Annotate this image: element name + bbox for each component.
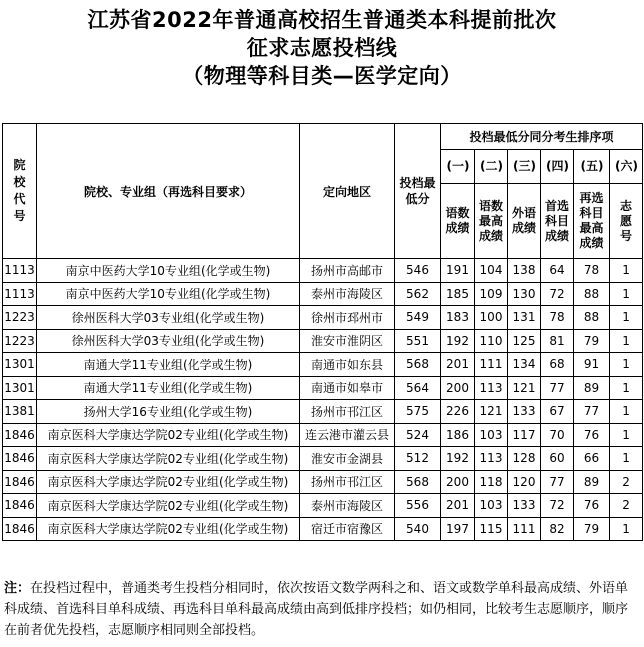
cell-c2: 113 <box>475 447 508 471</box>
header-col2-label: 语数最高成绩 <box>475 184 508 259</box>
cell-c5: 76 <box>574 423 610 447</box>
cell-school: 南京医科大学康达学院02专业组(化学或生物) <box>37 494 300 518</box>
cell-min-score: 546 <box>395 259 441 283</box>
cell-c4: 64 <box>541 259 574 283</box>
cell-school: 南通大学11专业组(化学或生物) <box>37 376 300 400</box>
cell-c6: 1 <box>610 517 643 541</box>
cell-c1: 200 <box>441 470 475 494</box>
header-col4-label: 首选科目成绩 <box>541 184 574 259</box>
header-col5-label: 再选科目最高成绩 <box>574 184 610 259</box>
cell-c3: 125 <box>508 329 541 353</box>
cell-c3: 133 <box>508 494 541 518</box>
header-col6-num: (六) <box>610 150 643 184</box>
cell-region: 扬州市邗江区 <box>300 400 395 424</box>
table-row <box>3 259 643 283</box>
cell-c3: 128 <box>508 447 541 471</box>
cell-c2: 115 <box>475 517 508 541</box>
table-row <box>3 447 643 471</box>
cell-school: 徐州医科大学03专业组(化学或生物) <box>37 329 300 353</box>
cell-code: 1846 <box>3 423 37 447</box>
cell-region: 徐州市邳州市 <box>300 306 395 330</box>
cell-c4: 72 <box>541 282 574 306</box>
cell-c2: 100 <box>475 306 508 330</box>
cell-c2: 111 <box>475 353 508 377</box>
cell-school: 南京中医药大学10专业组(化学或生物) <box>37 282 300 306</box>
cell-c1: 201 <box>441 353 475 377</box>
cell-c4: 81 <box>541 329 574 353</box>
cell-region: 淮安市淮阴区 <box>300 329 395 353</box>
header-col6-label: 志愿号 <box>610 184 643 259</box>
header-rank-group: 投档最低分同分考生排序项 <box>441 124 643 150</box>
cell-code: 1846 <box>3 494 37 518</box>
cell-c5: 77 <box>574 400 610 424</box>
cell-school: 南京医科大学康达学院02专业组(化学或生物) <box>37 423 300 447</box>
cell-region: 南通市如皋市 <box>300 376 395 400</box>
cell-min-score: 540 <box>395 517 441 541</box>
cell-school: 南京医科大学康达学院02专业组(化学或生物) <box>37 517 300 541</box>
table-row <box>3 400 643 424</box>
cell-min-score: 568 <box>395 470 441 494</box>
cell-c2: 104 <box>475 259 508 283</box>
header-school: 院校、专业组（再选科目要求） <box>37 124 300 259</box>
cell-school: 南京中医药大学10专业组(化学或生物) <box>37 259 300 283</box>
score-table <box>2 123 643 541</box>
cell-c5: 79 <box>574 329 610 353</box>
cell-c5: 79 <box>574 517 610 541</box>
cell-min-score: 512 <box>395 447 441 471</box>
header-col1-num: (一) <box>441 150 475 184</box>
cell-c3: 133 <box>508 400 541 424</box>
table-row <box>3 282 643 306</box>
cell-c6: 1 <box>610 259 643 283</box>
cell-region: 淮安市金湖县 <box>300 447 395 471</box>
cell-school: 扬州大学16专业组(化学或生物) <box>37 400 300 424</box>
cell-c5: 76 <box>574 494 610 518</box>
cell-c3: 130 <box>508 282 541 306</box>
cell-c6: 1 <box>610 447 643 471</box>
cell-c3: 121 <box>508 376 541 400</box>
cell-c1: 226 <box>441 400 475 424</box>
cell-c5: 91 <box>574 353 610 377</box>
cell-min-score: 575 <box>395 400 441 424</box>
cell-min-score: 562 <box>395 282 441 306</box>
cell-c4: 78 <box>541 306 574 330</box>
cell-c2: 121 <box>475 400 508 424</box>
cell-c6: 1 <box>610 376 643 400</box>
cell-region: 扬州市邗江区 <box>300 470 395 494</box>
cell-c5: 78 <box>574 259 610 283</box>
cell-c6: 2 <box>610 494 643 518</box>
cell-school: 南京医科大学康达学院02专业组(化学或生物) <box>37 470 300 494</box>
cell-c4: 68 <box>541 353 574 377</box>
table-row <box>3 329 643 353</box>
cell-code: 1223 <box>3 329 37 353</box>
cell-c4: 60 <box>541 447 574 471</box>
cell-min-score: 551 <box>395 329 441 353</box>
cell-c2: 103 <box>475 423 508 447</box>
cell-region: 泰州市海陵区 <box>300 282 395 306</box>
cell-c4: 72 <box>541 494 574 518</box>
cell-c6: 2 <box>610 470 643 494</box>
cell-c2: 118 <box>475 470 508 494</box>
table-row <box>3 517 643 541</box>
cell-region: 南通市如东县 <box>300 353 395 377</box>
footnote <box>4 578 640 641</box>
document-title <box>0 0 644 90</box>
cell-region: 宿迁市宿豫区 <box>300 517 395 541</box>
table-row <box>3 376 643 400</box>
cell-c1: 201 <box>441 494 475 518</box>
cell-code: 1846 <box>3 447 37 471</box>
cell-min-score: 524 <box>395 423 441 447</box>
cell-c1: 200 <box>441 376 475 400</box>
cell-c3: 120 <box>508 470 541 494</box>
cell-c5: 88 <box>574 282 610 306</box>
cell-region: 扬州市高邮市 <box>300 259 395 283</box>
cell-c4: 82 <box>541 517 574 541</box>
cell-c5: 66 <box>574 447 610 471</box>
table-row <box>3 470 643 494</box>
cell-c2: 113 <box>475 376 508 400</box>
cell-c1: 192 <box>441 329 475 353</box>
cell-code: 1301 <box>3 353 37 377</box>
cell-code: 1113 <box>3 259 37 283</box>
header-col5-num: (五) <box>574 150 610 184</box>
cell-c1: 186 <box>441 423 475 447</box>
cell-region: 连云港市灌云县 <box>300 423 395 447</box>
header-col3-num: (三) <box>508 150 541 184</box>
cell-c2: 103 <box>475 494 508 518</box>
header-code: 院校代号 <box>3 124 37 259</box>
cell-c5: 89 <box>574 376 610 400</box>
cell-region: 泰州市海陵区 <box>300 494 395 518</box>
cell-c1: 191 <box>441 259 475 283</box>
header-col1-label: 语数成绩 <box>441 184 475 259</box>
cell-c3: 131 <box>508 306 541 330</box>
cell-min-score: 568 <box>395 353 441 377</box>
cell-c2: 109 <box>475 282 508 306</box>
cell-code: 1381 <box>3 400 37 424</box>
cell-c3: 117 <box>508 423 541 447</box>
cell-min-score: 564 <box>395 376 441 400</box>
cell-c5: 88 <box>574 306 610 330</box>
cell-c1: 183 <box>441 306 475 330</box>
cell-c1: 185 <box>441 282 475 306</box>
title-line-1: 江苏省2022年普通高校招生普通类本科提前批次 <box>87 8 557 32</box>
cell-c5: 89 <box>574 470 610 494</box>
cell-c6: 1 <box>610 423 643 447</box>
table-row <box>3 353 643 377</box>
cell-c1: 192 <box>441 447 475 471</box>
cell-code: 1113 <box>3 282 37 306</box>
title-line-3: （物理等科目类—医学定向） <box>182 64 462 88</box>
table-row <box>3 494 643 518</box>
cell-c6: 1 <box>610 306 643 330</box>
cell-c4: 77 <box>541 376 574 400</box>
cell-c4: 67 <box>541 400 574 424</box>
header-region: 定向地区 <box>300 124 395 259</box>
table-body <box>3 259 643 541</box>
cell-school: 南通大学11专业组(化学或生物) <box>37 353 300 377</box>
cell-code: 1846 <box>3 517 37 541</box>
cell-c6: 1 <box>610 329 643 353</box>
cell-c1: 197 <box>441 517 475 541</box>
cell-c3: 138 <box>508 259 541 283</box>
cell-code: 1223 <box>3 306 37 330</box>
header-col2-num: (二) <box>475 150 508 184</box>
cell-c3: 111 <box>508 517 541 541</box>
table-row <box>3 306 643 330</box>
footnote-label: 注： <box>4 581 31 596</box>
cell-min-score: 549 <box>395 306 441 330</box>
cell-c6: 1 <box>610 353 643 377</box>
cell-c3: 134 <box>508 353 541 377</box>
title-line-2: 征求志愿投档线 <box>246 36 398 60</box>
cell-c6: 1 <box>610 282 643 306</box>
cell-code: 1301 <box>3 376 37 400</box>
header-col4-num: (四) <box>541 150 574 184</box>
cell-school: 徐州医科大学03专业组(化学或生物) <box>37 306 300 330</box>
header-min-score: 投档最低分 <box>395 124 441 259</box>
cell-c4: 77 <box>541 470 574 494</box>
footnote-text: 在投档过程中，普通类考生投档分相同时，依次按语文数学两科之和、语文或数学单科最高成绩、外语单科成绩、首选科目单科成绩、再选科目单科最高成绩由高到低排序投档；如仍相同，比较考生志愿顺序，顺序在前者优先投档，志愿顺序相同则全部投档。 <box>4 581 629 638</box>
cell-c6: 1 <box>610 400 643 424</box>
cell-c2: 110 <box>475 329 508 353</box>
header-col3-label: 外语成绩 <box>508 184 541 259</box>
cell-c4: 70 <box>541 423 574 447</box>
cell-min-score: 556 <box>395 494 441 518</box>
table-row <box>3 423 643 447</box>
cell-code: 1846 <box>3 470 37 494</box>
cell-school: 南京医科大学康达学院02专业组(化学或生物) <box>37 447 300 471</box>
